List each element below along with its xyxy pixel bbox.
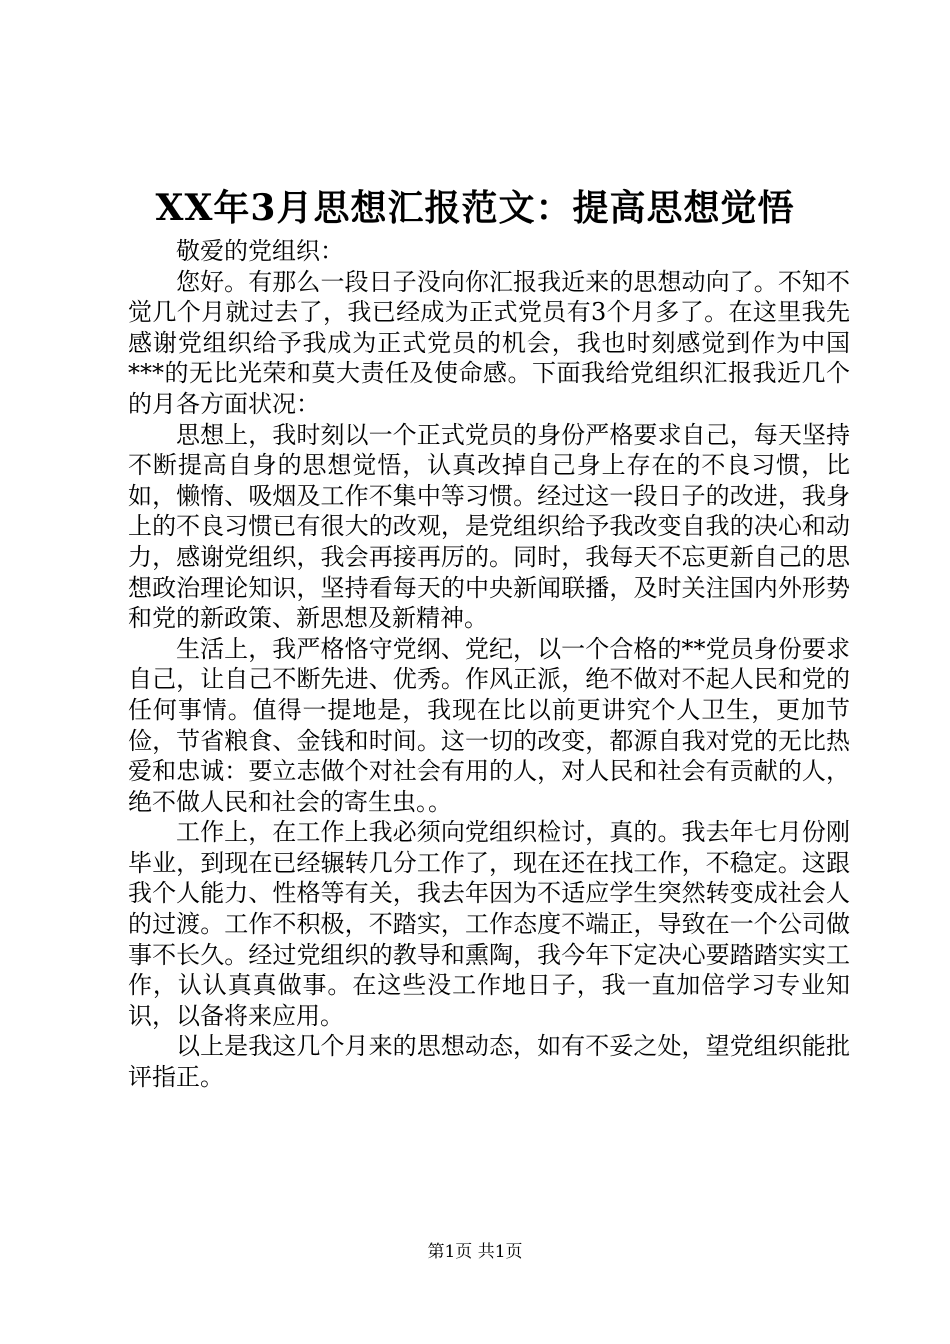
- document-title: XX年3月思想汇报范文：提高思想觉悟: [155, 187, 795, 229]
- paragraph-closing: 以上是我这几个月来的思想动态，如有不妥之处，望党组织能批评指正。: [128, 1032, 850, 1092]
- paragraph-work: 工作上，在工作上我必须向党组织检讨，真的。我去年七月份刚毕业，到现在已经辗转几分工作了，现在还在找工作，不稳定。这跟我个人能力、性格等有关，我去年因为不适应学生突然转变成社会人的过渡。工作不积极，不踏实，工作态度不端正，导致在一个公司做事不长久。经过党组织的教导和熏陶，我今年下定决心要踏踏实实工作，认认真真做事。在这些没工作地日子，我一直加倍学习专业知识，以备将来应用。: [128, 818, 850, 1030]
- page-number-footer: 第1页 共1页: [427, 1242, 523, 1262]
- salutation: 敬爱的党组织：: [176, 237, 344, 265]
- document-body: [128, 236, 850, 1093]
- paragraph-greeting: 您好。有那么一段日子没向你汇报我近来的思想动向了。不知不觉几个月就过去了，我已经成为正式党员有3个月多了。在这里我先感谢党组织给予我成为正式党员的机会，我也时刻感觉到作为中国***的无比光荣和莫大责任及使命感。下面我给党组织汇报我近几个的月各方面状况：: [128, 267, 850, 418]
- paragraph-thought: 思想上，我时刻以一个正式党员的身份严格要求自己，每天坚持不断提高自身的思想觉悟，认真改掉自己身上存在的不良习惯，比如，懒惰、吸烟及工作不集中等习惯。经过这一段日子的改进，我身上的不良习惯已有很大的改观，是党组织给予我改变自我的决心和动力，感谢党组织，我会再接再厉的。同时，我每天不忘更新自己的思想政治理论知识，坚持看每天的中央新闻联播，及时关注国内外形势和党的新政策、新思想及新精神。: [128, 420, 850, 633]
- paragraph-life: 生活上，我严格恪守党纲、党纪，以一个合格的**党员身份要求自己，让自己不断先进、优秀。作风正派，绝不做对不起人民和党的任何事情。值得一提地是，我现在比以前更讲究个人卫生，更加节俭，节省粮食、金钱和时间。这一切的改变，都源自我对党的无比热爱和忠诚：要立志做个对社会有用的人，对人民和社会有贡献的人，绝不做人民和社会的寄生虫。。: [128, 634, 850, 816]
